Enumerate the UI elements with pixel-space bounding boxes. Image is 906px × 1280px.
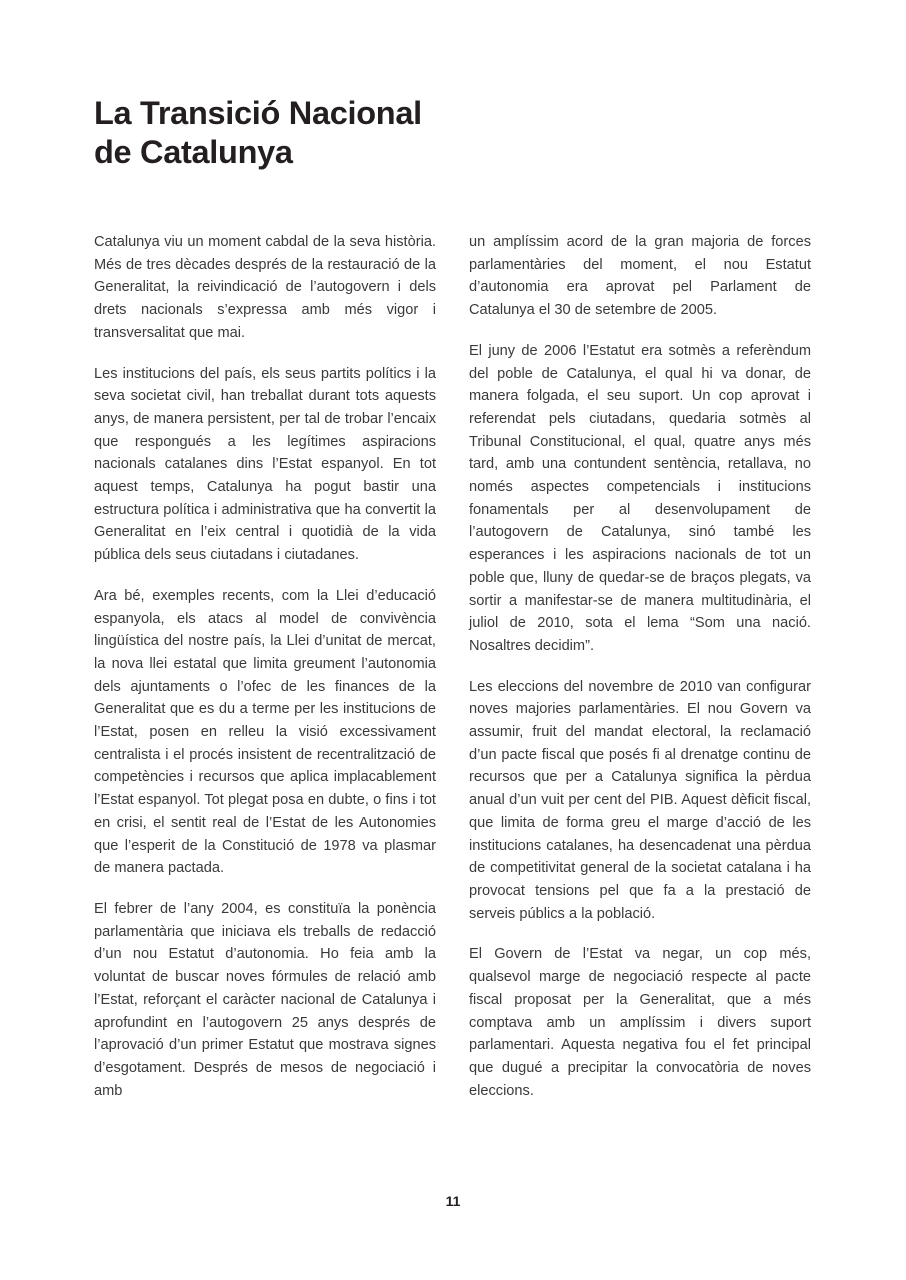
body-columns [94, 231, 812, 1102]
page-title [94, 94, 734, 172]
page-number: 11 [445, 1193, 461, 1209]
left-column [94, 231, 436, 1102]
paragraph: Les institucions del país, els seus partits polítics i la seva societat civil, han treballat durant tots aquests anys, de manera persistent, per tal de trobar l’encaix que respongués a les legítimes aspiracions nacionals catalanes dins l’Estat espanyol. En tot aquest temps, Catalunya ha pogut bastir una estructura política i administrativa que ha convertit la Generalitat en l’eix central i quotidià de la vida pública dels seus ciutadans i ciutadanes. [94, 365, 436, 564]
paragraph: Catalunya viu un moment cabdal de la seva història. Més de tres dècades després de la restauració de la Generalitat, la reivindicació de l’autogovern i dels drets nacionals s’expressa amb més vigor i transversalitat que mai. [94, 234, 436, 341]
page-title-line-1: La Transició Nacional [94, 94, 422, 131]
paragraph: El juny de 2006 l’Estatut era sotmès a referèndum del poble de Catalunya, el qual hi va donar, de manera folgada, el seu suport. Un cop aprovat i referendat pels ciutadans, quedaria sotmès al Tribunal Constitucional, el qual, quatre anys més tard, amb una contundent sentència, retallava, no només aspectes competencials i institucions fonamentals per al desenvolupament de l’autogovern de Catalunya, sinó també les esperances i les aspiracions nacionals de tot un poble que, lluny de quedar-se de braços plegats, va sortir a manifestar-se de manera multitudinària, el juliol de 2010, sota el lema “Som una nació. Nosaltres decidim”. [469, 342, 811, 654]
paragraph: El febrer de l’any 2004, es constituïa la ponència parlamentària que iniciava els treballs de redacció d’un nou Estatut d’autonomia. Ho feia amb la voluntat de buscar noves fórmules de relació amb l’Estat, reforçant el caràcter nacional de Catalunya i aprofundint en l’autogovern 25 anys després de l’aprovació d’un primer Estatut que mostrava signes d’esgotament. Després de mesos de negociació i amb [94, 900, 436, 1099]
paragraph: un amplíssim acord de la gran majoria de forces parlamentàries del moment, el nou Estatut d’autonomia era aprovat pel Parlament de Catalunya el 30 de setembre de 2005. [469, 234, 811, 319]
paragraph: El Govern de l’Estat va negar, un cop més, qualsevol marge de negociació respecte al pacte fiscal proposat per la Generalitat, que a més comptava amb un amplíssim i divers suport parlamentari. Aquesta negativa fou el fet principal que dugué a precipitar la convocatòria de noves eleccions. [469, 946, 811, 1099]
right-column [469, 231, 811, 1102]
paragraph: Ara bé, exemples recents, com la Llei d’educació espanyola, els atacs al model de convivència lingüística del nostre país, la Llei d’unitat de mercat, la nova llei estatal que limita greument l’autonomia dels ajuntaments o l’ofec de les finances de la Generalitat que es du a terme per les institucions de l’Estat, posen en relleu la visió excessivament centralista i el procés insistent de recentralització de competències i recursos que aplica implacablement l’Estat espanyol. Tot plegat posa en dubte, o fins i tot en crisi, el sentit real de l’Estat de les Autonomies que l’esperit de la Constitució de 1978 va plasmar de manera pactada. [94, 587, 436, 877]
page-title-line-2: de Catalunya [94, 133, 293, 170]
paragraph: Les eleccions del novembre de 2010 van configurar noves majories parlamentàries. El nou Govern va assumir, fruit del mandat electoral, la reclamació d’un pacte fiscal que posés fi al drenatge continu de recursos que per a Catalunya significa la pèrdua anual d’un vuit per cent del PIB. Aquest dèficit fiscal, que limita de forma greu el marge d’acció de les institucions catalanes, ha desencadenat una pèrdua de competitivitat general de la societat catalana i ha provocat tensions pel que fa a la prestació de serveis públics a la població. [469, 678, 811, 922]
